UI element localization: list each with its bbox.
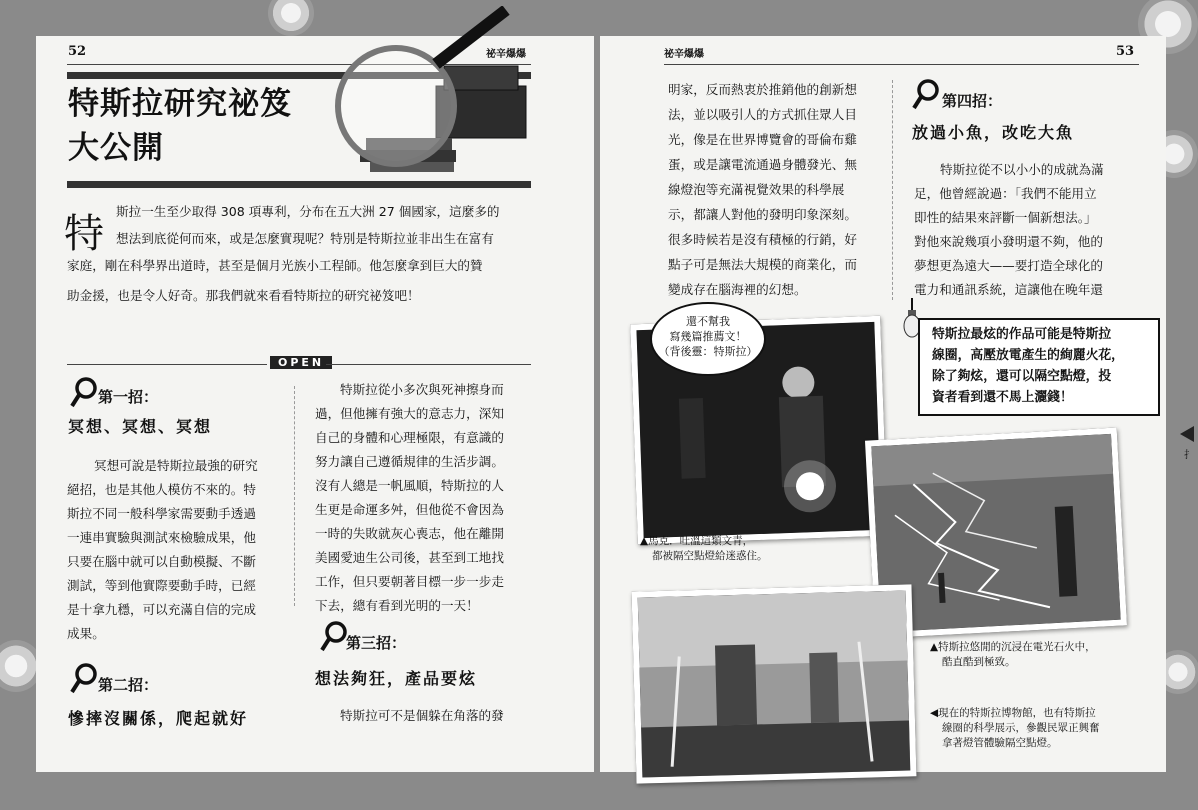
section3-line: 點子可是無法大規模的商業化，而 <box>668 257 857 272</box>
caption-line: 拿著燈管體驗隔空點燈。 <box>942 737 1058 749</box>
magnifier-icon <box>70 662 100 694</box>
speech-bubble <box>650 302 766 376</box>
section1-line: 冥想可說是特斯拉最強的研究 <box>94 458 258 473</box>
caption-line: 酷直酷到極致。 <box>942 656 1016 668</box>
intro-line: 斯拉一生至少取得 308 項專利，分布在五大洲 27 個國家，這麼多的 <box>116 204 500 219</box>
bubble-line: 寫幾篇推薦文！ <box>669 330 747 343</box>
section1-line: 斯拉不同一般科學家需要動手透過 <box>67 506 256 521</box>
section2-line: 工作，但只要朝著目標一步一步走 <box>315 574 504 589</box>
intro-line: 助金援，也是令人好奇。那我們就來看看特斯拉的研究祕笈吧！ <box>67 288 420 303</box>
open-tag: OPEN <box>270 356 332 369</box>
section3-line: 變成存在腦海裡的幻想。 <box>668 282 807 297</box>
right-page <box>600 36 1166 772</box>
section2-line: 生更是命運多舛，但他從不會因為 <box>315 502 504 517</box>
section3-subtitle: 想法夠狂，產品要炫 <box>315 669 478 688</box>
section2-subtitle: 慘摔沒關係，爬起就好 <box>68 709 249 728</box>
section2-line: 下去，總有看到光明的一天！ <box>315 598 479 613</box>
page-title-line2: 大公開 <box>68 130 164 166</box>
section1-subtitle: 冥想、冥想、冥想 <box>68 417 213 436</box>
callout-line: 線圈，高壓放電產生的絢麗火花， <box>932 348 1124 363</box>
section2-line: 沒有人總是一帆風順，特斯拉的人 <box>315 478 504 493</box>
page-number: 52 <box>68 44 87 59</box>
edge-text: 扌 <box>1184 450 1194 461</box>
callout-line: 資者看到還不馬上灑錢！ <box>932 390 1073 405</box>
section2-line: 自己的身體和心理極限，有意識的 <box>315 430 504 445</box>
intro-line: 想法到底從何而來，或是怎麼實現呢？特別是特斯拉並非出生在富有 <box>116 231 494 246</box>
edge-tab-arrow <box>1180 426 1194 442</box>
caption-line: 都被隔空點燈給迷惑住。 <box>652 550 768 562</box>
section2-line: 特斯拉從小多次與死神擦身而 <box>340 382 504 397</box>
caption-line: ▲特斯拉悠閒的沉浸在電光石火中， <box>930 641 1096 653</box>
running-head: 祕辛爆爆 <box>664 49 704 60</box>
caption-line: 線圈的科學展示，參觀民眾正興奮 <box>942 722 1100 734</box>
section3-line: 示，都讓人對他的發明印象深刻。 <box>668 207 857 222</box>
caption-twain <box>640 534 768 564</box>
section4-line: 即性的結果來評斷一個新想法。」 <box>914 210 1097 225</box>
section2-line: 一時的失敗就灰心喪志，他在離開 <box>315 526 504 541</box>
running-head: 祕辛爆爆 <box>486 49 526 60</box>
section2-line: 努力讓自己遵循規律的生活步調。 <box>315 454 504 469</box>
magnifier-icon <box>70 376 100 408</box>
section1-line: 是十拿九穩，可以充滿自信的完成 <box>67 602 256 617</box>
section4-line: 足，他曾經說過：「我們不能用立 <box>914 186 1097 201</box>
section4-line: 特斯拉從不以小小的成就為滿 <box>940 162 1104 177</box>
divider-rule-right <box>326 364 531 365</box>
section3-line: 很多時候若是沒有積極的行銷，好 <box>668 232 857 247</box>
section1-line: 一連串實驗與測試來檢驗成果，他 <box>67 530 256 545</box>
tesla-museum-photo <box>632 584 917 783</box>
section4-line: 電力和通訊系統，這讓他在晚年還 <box>914 282 1103 297</box>
column-divider <box>892 80 894 300</box>
section4-line: 夢想更為遠大——要打造全球化的 <box>914 258 1103 273</box>
section1-line: 成果。 <box>67 626 105 641</box>
section3-line: 線燈泡等充滿視覺效果的科學展 <box>668 182 845 197</box>
left-page <box>36 36 594 772</box>
caption-museum <box>930 706 1100 751</box>
coil-callout-box <box>918 318 1160 416</box>
section3-line: 蛋，或是讓電流通過身體發光、無 <box>668 157 857 172</box>
section3-line: 光，像是在世界博覽會的哥倫布雞 <box>668 132 857 147</box>
section2-line: 美國愛迪生公司後，甚至到工地找 <box>315 550 504 565</box>
caption-line: ▲馬克．吐溫這類文青， <box>640 535 754 547</box>
section1-line: 只要在腦中就可以自動模擬、不斷 <box>67 554 256 569</box>
column-divider <box>294 386 296 606</box>
section4-line: 對他來說幾項小發明還不夠，他的 <box>914 234 1103 249</box>
magnifier-books-illustration <box>326 6 546 186</box>
bubble-line: 還不幫我 <box>686 315 730 328</box>
page-title-line1: 特斯拉研究祕笈 <box>68 86 292 122</box>
callout-line: 除了夠炫，還可以隔空點燈，投 <box>932 369 1112 384</box>
bubble-line: （背後靈：特斯拉） <box>658 345 758 358</box>
section1-line: 測試，等到他實際要動手時，已經 <box>67 578 256 593</box>
section2-head: 第二招： <box>98 676 159 694</box>
section1-line: 絕招，也是其他人模仿不來的。特 <box>67 482 256 497</box>
callout-line: 特斯拉最炫的作品可能是特斯拉 <box>932 327 1112 342</box>
intro-line: 家庭，剛在科學界出道時，甚至是個月光族小工程師。他怎麼拿到巨大的贊 <box>67 258 483 273</box>
divider-rule-left <box>67 364 267 365</box>
museum-photo-art <box>638 591 911 778</box>
header-rule <box>664 64 1139 65</box>
magnifier-icon <box>912 78 942 110</box>
section3-line: 明家，反而熱衷於推銷他的創新想 <box>668 82 857 97</box>
page-number: 53 <box>1116 44 1135 59</box>
background-disc <box>268 0 314 36</box>
section4-head: 第四招： <box>942 92 1003 110</box>
section2-line: 過，但他擁有強大的意志力，深知 <box>315 406 504 421</box>
section3-line: 特斯拉可不是個躲在角落的發 <box>340 708 504 723</box>
section4-subtitle: 放過小魚，改吃大魚 <box>912 123 1075 142</box>
section3-head: 第三招： <box>346 634 407 652</box>
section1-head: 第一招： <box>98 388 159 406</box>
intro-dropcap: 特 <box>64 211 104 257</box>
section3-line: 法，並以吸引人的方式抓住眾人目 <box>668 107 857 122</box>
caption-line: ◀現在的特斯拉博物館，也有特斯拉 <box>930 707 1096 719</box>
caption-lightning <box>930 640 1096 670</box>
